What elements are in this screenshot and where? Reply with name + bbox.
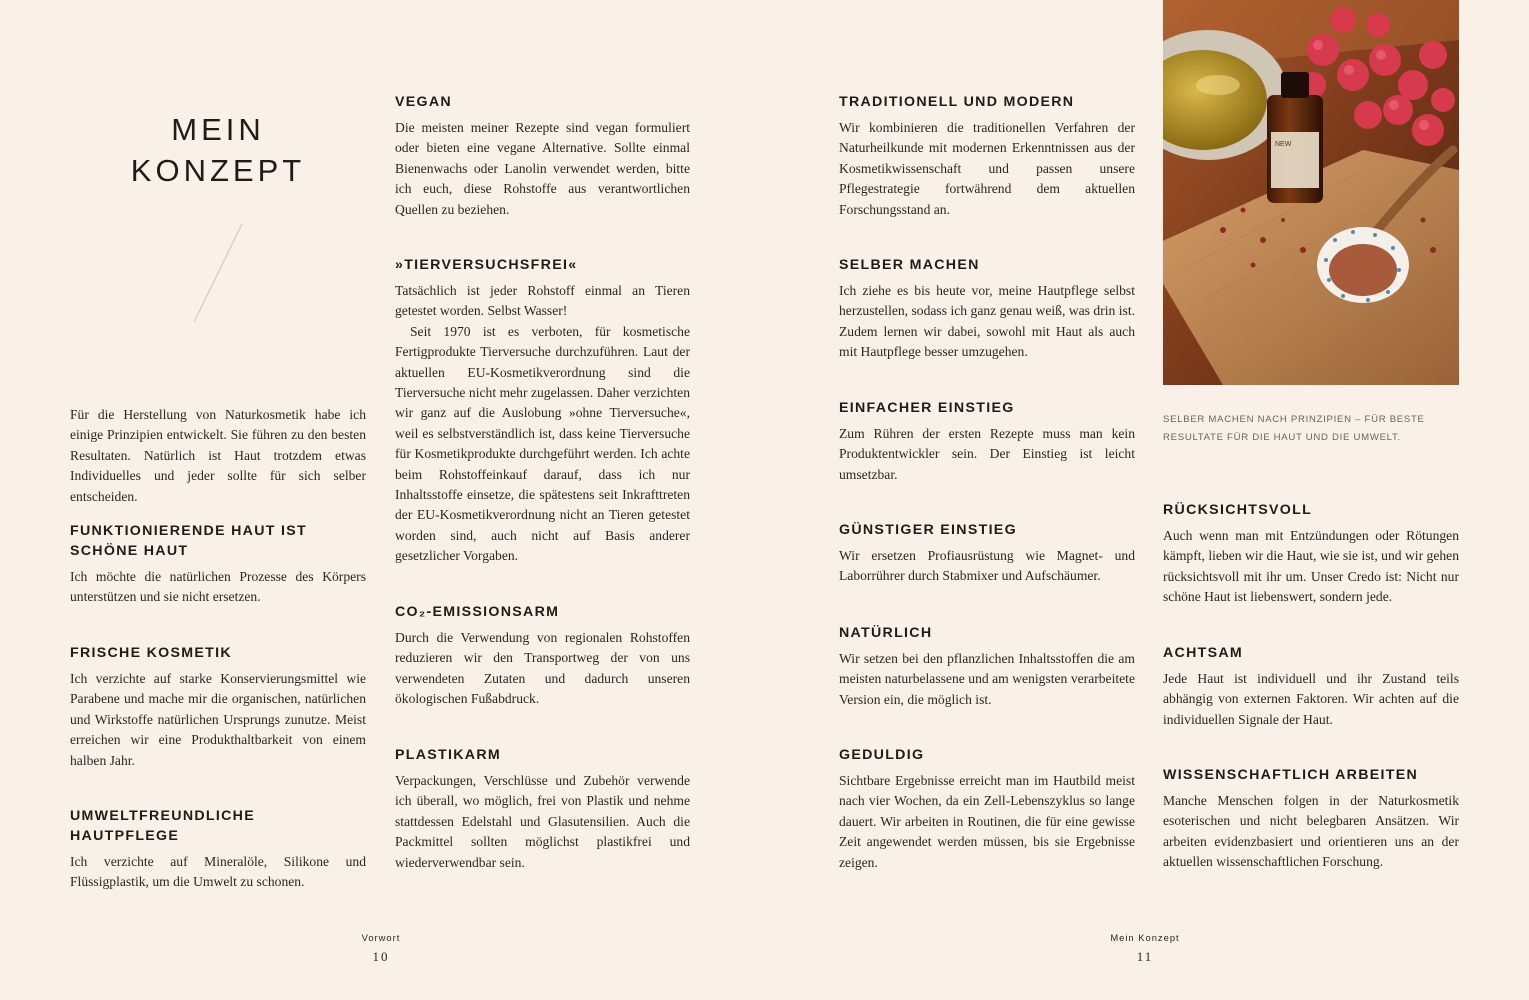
section-mindful	[1163, 643, 1459, 730]
section-easy-start	[839, 398, 1135, 485]
product-photo	[1163, 0, 1459, 385]
section-scientific	[1163, 765, 1459, 873]
section-heading: VEGAN	[395, 94, 452, 110]
section-vegan	[395, 92, 690, 220]
section-body: Ich verzichte auf starke Konservierungsmittel wie Parabene und mache mir die organischen, natürlichen und Wirkstoffe natürlichen Ursprungs zunutze. Meist erreichen wir eine Produkthaltbarkeit von einem halben Jahr.	[70, 671, 366, 768]
section-heading: »TIERVERSUCHSFREI«	[395, 257, 578, 273]
section-heading: GÜNSTIGER EINSTIEG	[839, 522, 1017, 538]
section-heading: UMWELTFREUNDLICHE HAUTPFLEGE	[70, 808, 255, 844]
section-heading: PLASTIKARM	[395, 747, 502, 763]
section-body: Ich verzichte auf Mineralöle, Silikone und Flüssigplastik, um die Umwelt zu schonen.	[70, 854, 366, 890]
section-body: Wir kombinieren die traditionellen Verfahren der Naturheilkunde mit modernen Erkenntnissen aus der Kosmetikwissenschaft und passen unsere Pflegestrategie fortwährend dem aktuellen Forschungsstand an.	[839, 120, 1135, 217]
section-body: Verpackungen, Verschlüsse und Zubehör verwende ich überall, wo möglich, frei von Plastik und nehme stattdessen Edelstahl und Glasutensilien. Auch die Packmittel sollten möglichst plastikfrei und wiederverwendbar sein.	[395, 773, 690, 870]
page-title-line-1: MEIN	[171, 111, 265, 147]
section-traditional-modern	[839, 92, 1135, 220]
photo-caption: SELBER MACHEN NACH PRINZIPIEN – FÜR BESTE RESULTATE FÜR DIE HAUT UND DIE UMWELT.	[1163, 414, 1425, 443]
section-eco-skincare	[70, 806, 366, 893]
decorative-slash-line	[190, 222, 246, 326]
page-title-line-2: KONZEPT	[130, 152, 306, 188]
section-body: Tatsächlich ist jeder Rohstoff einmal an Tieren getestet worden. Selbst Wasser!	[395, 283, 690, 319]
section-patient	[839, 745, 1135, 873]
section-heading: SELBER MACHEN	[839, 257, 980, 273]
intro-paragraph: Für die Herstellung von Naturkosmetik habe ich einige Prinzipien entwickelt. Sie führen zu den besten Resultaten. Natürlich ist Haut trotzdem etwas Individuelles und jeder sollte für sich selber entscheiden.	[70, 407, 366, 504]
section-body: Auch wenn man mit Entzündungen oder Rötungen kämpft, lieben wir die Haut, wie sie ist, und wir gehen rücksichtsvoll mit ihr um. Unser Credo ist: Nicht nur schöne Haut ist liebenswert, sondern jede.	[1163, 528, 1459, 605]
section-body: Wir setzen bei den pflanzlichen Inhaltsstoffen die am meisten naturbelassene und am wenigsten verarbeitete Version ein, die möglich ist.	[839, 651, 1135, 707]
section-body: Zum Rühren der ersten Rezepte muss man kein Produktentwickler sein. Der Einstieg ist leicht umsetzbar.	[839, 426, 1135, 482]
section-considerate	[1163, 500, 1459, 608]
section-body: Die meisten meiner Rezepte sind vegan formuliert oder bieten eine vegane Alternative. Sollte einmal Bienenwachs oder Lanolin verwendet werden, bitte ich euch, diese Rohstoffe aus verantwortlichen Quellen zu beziehen.	[395, 120, 690, 217]
section-body: Sichtbare Ergebnisse erreicht man im Hautbild meist nach vier Wochen, da ein Zell-Lebenszyklus so lange dauert. Wir arbeiten in Routinen, die für eine gewisse Zeit angewendet werden müssen, bis sie Ergebnisse zeigen.	[839, 773, 1135, 870]
page-title	[70, 109, 366, 191]
section-body-continued: Seit 1970 ist es verboten, für kosmetische Fertigprodukte Tierversuche durchzuführen. Laut der aktuellen EU-Kosmetikverordnung sind die Tierversuche nicht mehr zugelassen. Daher verzichten wir ganz auf die Auslobung »ohne Tierversuche«, weil es selbstverständlich ist, dass keine Tierversuche für Kosmetikprodukte durchgeführt werden. Ich achte beim Rohstoffeinkauf darauf, dass ich nur Inhaltsstoffe einsetze, die spätestens seit Inkrafttreten der EU-Kosmetikverordnung nicht an Tieren getestet worden sind, auch nicht auf Basis anderer gesetzlicher Vorgaben.	[395, 323, 690, 564]
section-heading: FUNKTIONIERENDE HAUT IST SCHÖNE HAUT	[70, 523, 307, 559]
section-heading: NATÜRLICH	[839, 625, 933, 641]
section-body: Manche Menschen folgen in der Naturkosmetik esoterischen und nicht belegbaren Ansätzen. Wir arbeiten evidenzbasiert und orientieren uns an der aktuellen wissenschaftlichen Forschung.	[1163, 793, 1459, 870]
bottle-label: NEW	[1275, 141, 1292, 148]
section-heading: WISSENSCHAFTLICH ARBEITEN	[1163, 767, 1419, 783]
section-heading: FRISCHE KOSMETIK	[70, 645, 232, 661]
section-body: Durch die Verwendung von regionalen Rohstoffen reduzieren wir den Transportweg der von uns verwendeten Zutaten und dadurch unseren ökologischen Fußabdruck.	[395, 630, 690, 707]
section-heading: GEDULDIG	[839, 747, 925, 763]
section-fresh-cosmetics	[70, 643, 366, 771]
section-functioning-skin	[70, 521, 366, 608]
section-heading: ACHTSAM	[1163, 645, 1244, 661]
section-heading: RÜCKSICHTSVOLL	[1163, 502, 1313, 518]
section-heading: TRADITIONELL UND MODERN	[839, 94, 1075, 110]
section-low-emission	[395, 602, 690, 710]
section-natural	[839, 623, 1135, 710]
section-heading: EINFACHER EINSTIEG	[839, 400, 1015, 416]
section-affordable-start	[839, 520, 1135, 587]
section-diy	[839, 255, 1135, 363]
section-cruelty-free	[395, 255, 690, 567]
section-heading: CO₂-EMISSIONSARM	[395, 604, 560, 620]
section-low-plastic	[395, 745, 690, 873]
page-number-right: 11	[1136, 949, 1154, 964]
section-body: Ich ziehe es bis heute vor, meine Hautpflege selbst herzustellen, sodass ich ganz genau weiß, was drin ist. Zudem lernen wir dabei, sowohl mit Haut als auch mit Hautpflege besser umzugehen.	[839, 283, 1135, 360]
section-body: Jede Haut ist individuell und ihr Zustand teils abhängig von externen Faktoren. Wir achten auf die individuellen Signale der Haut.	[1163, 671, 1459, 727]
section-body: Ich möchte die natürlichen Prozesse des Körpers unterstützen und sie nicht ersetzen.	[70, 569, 366, 605]
footer-chapter-left: Vorwort	[361, 932, 401, 943]
section-body: Wir ersetzen Profiausrüstung wie Magnet- und Laborrührer durch Stabmixer und Aufschäumer.	[839, 548, 1135, 584]
footer-chapter-right: Mein Konzept	[1110, 932, 1180, 943]
page-number-left: 10	[372, 949, 390, 964]
